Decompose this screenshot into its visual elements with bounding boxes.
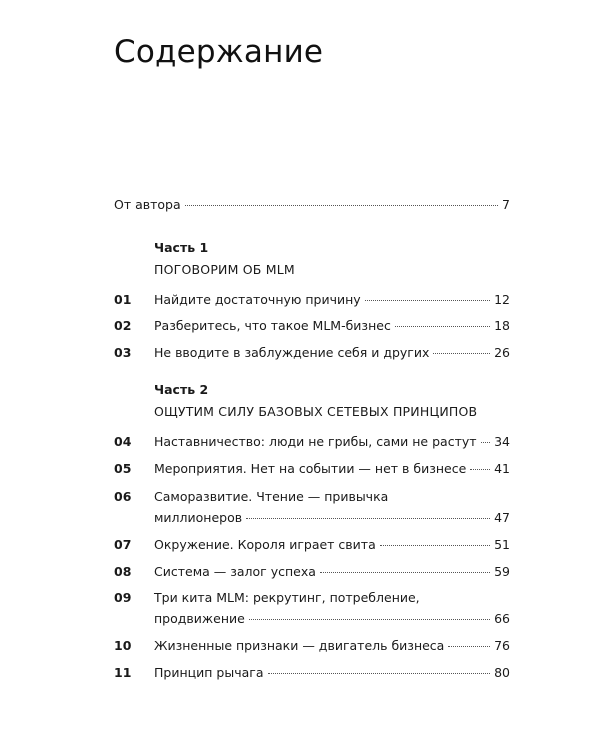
dot-leader <box>433 352 490 354</box>
chapter-number: 05 <box>114 461 132 476</box>
chapter-title: продвижение <box>154 611 245 626</box>
toc-page-number: 59 <box>494 564 510 579</box>
chapter-title: Не вводите в заблуждение себя и других <box>154 345 430 360</box>
toc-page-number: 66 <box>494 611 510 626</box>
part-title: ОЩУТИМ СИЛУ БАЗОВЫХ СЕТЕВЫХ ПРИНЦИПОВ <box>154 404 478 419</box>
toc-page-number: 41 <box>494 461 510 476</box>
toc-page-number: 76 <box>494 638 510 653</box>
dot-leader <box>365 299 490 301</box>
dot-leader <box>268 672 491 674</box>
chapter-title: Найдите достаточную причину <box>154 292 361 307</box>
toc-page-number: 26 <box>494 345 510 360</box>
chapter-number: 06 <box>114 489 132 504</box>
chapter-number: 03 <box>114 345 132 360</box>
toc-page-number: 18 <box>494 318 510 333</box>
chapter-number: 09 <box>114 590 132 605</box>
chapter-number: 04 <box>114 434 132 449</box>
chapter-number: 10 <box>114 638 132 653</box>
chapter-title: Мероприятия. Нет на событии — нет в бизнесе <box>154 461 467 476</box>
chapter-title: Наставничество: люди не грибы, сами не растут <box>154 434 477 449</box>
chapter-title-line1: Саморазвитие. Чтение — привычка <box>154 489 389 504</box>
chapter-number: 02 <box>114 318 132 333</box>
chapter-title: Окружение. Короля играет свита <box>154 537 376 552</box>
chapter-number: 08 <box>114 564 132 579</box>
dot-leader <box>380 544 490 546</box>
toc-page-number: 51 <box>494 537 510 552</box>
toc-page-number: 47 <box>494 510 510 525</box>
chapter-title: Разберитесь, что такое MLM-бизнес <box>154 318 391 333</box>
chapter-number: 01 <box>114 292 132 307</box>
toc-entry-label: От автора <box>114 197 181 212</box>
toc-page-number: 80 <box>494 665 510 680</box>
chapter-title-line1: Три кита MLM: рекрутинг, потребление, <box>154 590 420 605</box>
dot-leader <box>395 325 490 327</box>
chapter-title: Жизненные признаки — двигатель бизнеса <box>154 638 445 653</box>
dot-leader <box>249 618 490 620</box>
toc-page-number: 7 <box>502 197 510 212</box>
dot-leader <box>185 204 498 206</box>
chapter-title: миллионеров <box>154 510 243 525</box>
dot-leader <box>470 468 490 470</box>
part-label: Часть 1 <box>154 240 209 255</box>
part-title: ПОГОВОРИМ ОБ MLM <box>154 262 295 277</box>
toc-entry-intro[interactable] <box>114 195 510 215</box>
chapter-number: 11 <box>114 665 132 680</box>
dot-leader <box>481 441 491 443</box>
toc-page-number: 34 <box>494 434 510 449</box>
chapter-title: Принцип рычага <box>154 665 264 680</box>
part-label: Часть 2 <box>154 382 209 397</box>
chapter-number: 07 <box>114 537 132 552</box>
dot-leader <box>448 645 490 647</box>
toc-page-number: 12 <box>494 292 510 307</box>
dot-leader <box>246 517 490 519</box>
chapter-title: Система — залог успеха <box>154 564 316 579</box>
page-title: Содержание <box>114 34 324 70</box>
dot-leader <box>320 571 490 573</box>
